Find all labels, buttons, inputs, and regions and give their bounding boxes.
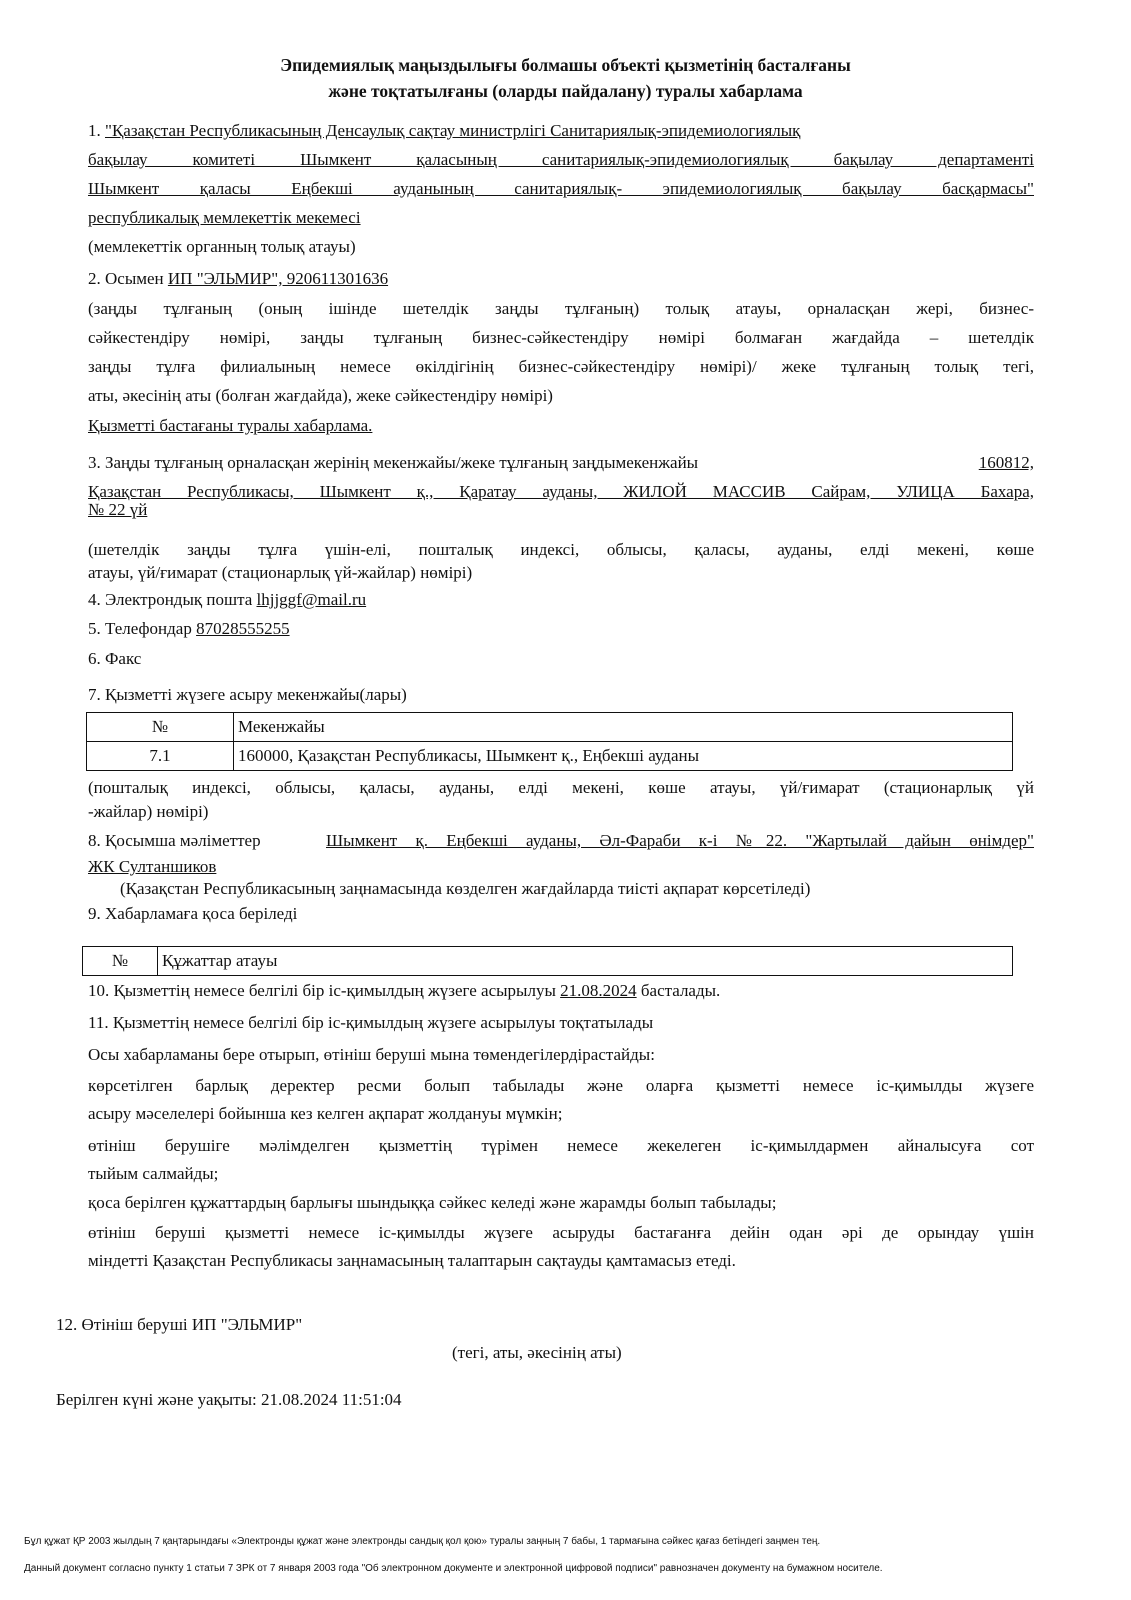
footer-legal-kz: Бұл құжат ҚР 2003 жылдың 7 қаңтарындағы «Электронды құжат және электронды сандық қол қою» туралы заңның 7 бабы, 1 тармағына сәйкес қағаз бетіндегі заңмен тең. [24,1536,821,1547]
phone-label: 5. Телефондар [88,619,192,638]
section-11-line: 11. Қызметтің немесе белгілі бір іс-қимылдың жүзеге асырылуы тоқтатылады [88,1013,654,1032]
applicant-caption-line-3: заңды тұлға филиалының немесе өкілдігінің бизнес-сәйкестендіру нөмірі)/ жеке тұлғаның толық тегі, [88,357,1034,376]
attachments-table [82,946,1013,976]
additional-info-caption: (Қазақстан Республикасының заңнамасында көзделген жағдайларда тиісті ақпарат көрсетіледі) [120,879,811,898]
table-header-row [87,713,1013,742]
issued-datetime: Берілген күні және уақыты: 21.08.2024 11:51:04 [56,1390,402,1409]
email-label: 4. Электрондық пошта [88,590,253,609]
confirm-point-1-line-2: асыру мәселелері бойынша кез келген ақпарат жолдануы мүмкін; [88,1104,563,1123]
section-2-label: 2. Осымен [88,269,164,288]
section-10-line [88,976,1034,1005]
title-line-2: және тоқтатылғаны (оларды пайдалану) туралы хабарлама [328,81,803,101]
legal-address-line-3: № 22 үй [88,500,148,519]
section-3-label: 3. Заңды тұлғаның орналасқан жерінің мекенжайы/жеке тұлғаның заңдымекенжайы [88,453,699,472]
row-address: 160000, Қазақстан Республикасы, Шымкент қ., Еңбекші ауданы [234,742,1013,771]
applicant-caption-line-4: аты, әкесінің аты (болған жағдайда), жеке сәйкестендіру нөмірі) [88,386,553,405]
start-date: 21.08.2024 [560,981,637,1000]
address-caption-line-1: (шетелдік заңды тұлға үшін-елі, пошталық индексі, облысы, қаласы, ауданы, елді мекені, көше [88,540,1034,559]
section-2-line [88,264,1034,293]
start-suffix: басталады. [640,981,721,1000]
authority-name-line-4: республикалық мемлекеттік мекемесі [88,208,361,227]
notice-type: Қызметті бастағаны туралы хабарлама. [88,416,373,435]
legal-address-part-1: 160812, [978,453,1034,472]
start-label: 10. Қызметтің немесе белгілі бір іс-қимылдың жүзеге асырылуы [88,981,556,1000]
document-title [90,52,1041,104]
additional-info-line-2: ЖК Султаншиков [88,857,217,876]
notice-type-wrap [88,411,1034,440]
applicant-caption-line-1: (заңды тұлғаның (оның ішінде шетелдік заңды тұлғаның) толық атауы, орналасқан жері, бизнес- [88,299,1034,318]
fax-label: 6. Факс [88,649,142,668]
address-caption-line-2: атауы, үй/ғимарат (стационарлық үй-жайлар) нөмірі) [88,563,473,582]
confirm-point-3: қоса берілген құжаттардың барлығы шындыққа сәйкес келеді және жарамды болып табылады; [88,1193,777,1212]
additional-info-label: 8. Қосымша мәліметтер [88,831,261,850]
applicant-signature-caption: (тегі, аты, әкесінің аты) [452,1343,622,1362]
column-header-number: № [83,947,158,976]
section-7-label: 7. Қызметті жүзеге асыру мекенжайы(лары) [88,685,407,704]
authority-caption: (мемлекеттік органның толық атауы) [88,237,356,256]
section-5-line [88,614,1034,643]
confirm-point-1-line-1: көрсетілген барлық деректер ресми болып табылады және оларға қызметті немесе іс-қимылды жүзеге [88,1076,1034,1095]
confirm-point-2-line-1: өтініш берушіге мәлімделген қызметтің түрімен немесе жекелеген іс-қимылдармен айналысуға сот [88,1136,1034,1155]
phone-value: 87028555255 [196,619,290,638]
applicant-signature-label: 12. Өтініш беруші ИП "ЭЛЬМИР" [56,1315,303,1334]
column-header-number: № [87,713,234,742]
section-4-line [88,585,1034,614]
activity-address-caption-line-2: -жайлар) нөмірі) [88,802,209,821]
row-number: 7.1 [87,742,234,771]
column-header-document-name: Құжаттар атауы [158,947,1013,976]
confirm-point-4-line-1: өтініш беруші қызметті немесе іс-қимылды жүзеге асыруды бастағанға дейін одан әрі де орындау үшін [88,1223,1034,1242]
footer-legal-ru: Данный документ согласно пункту 1 статьи 7 ЗРК от 7 января 2003 года "Об электронном документе и электронной цифровой подписи" равнозначен документу на бумажном носителе. [24,1563,883,1574]
authority-name-line-1: "Қазақстан Республикасының Денсаулық сақтау министрлігі Санитариялық-эпидемиологиялық [105,121,801,140]
email-value: lhjjggf@mail.ru [256,590,367,609]
table-header-row [83,947,1013,976]
legal-address-line-3-wrap [88,495,1034,524]
table-row [87,742,1013,771]
authority-name-line-2: бақылау комитеті Шымкент қаласының санитариялық-эпидемиологиялық бақылау департаменті [88,150,1034,169]
authority-name-line-3: Шымкент қаласы Еңбекші ауданының санитариялық- эпидемиологиялық бақылау басқармасы" [88,179,1034,198]
section-3-line-1 [88,448,1034,477]
confirm-intro: Осы хабарламаны бере отырып, өтініш беруші мына төмендегілердірастайды: [88,1045,655,1064]
activity-address-table [86,712,1013,771]
confirm-point-4-line-2: міндетті Қазақстан Республикасы заңнамасының талаптарын сақтауды қамтамасыз етеді. [88,1251,736,1270]
legal-address-line-2: Қазақстан Республикасы, Шымкент қ., Қаратау ауданы, ЖИЛОЙ МАССИВ Сайрам, УЛИЦА Бахара, [88,482,1034,501]
additional-info-line-1: Шымкент қ. Еңбекші ауданы, Әл-Фараби к-і №22. "Жартылай дайын өнімдер" [326,831,1034,850]
column-header-address: Мекенжайы [234,713,1013,742]
confirm-point-2-line-2: тыйым салмайды; [88,1164,219,1183]
title-line-1: Эпидемиялық маңыздылығы болмашы объекті қызметінің басталғаны [280,55,851,75]
authority-name-line-4-wrap [88,203,1034,232]
activity-address-caption-line-1: (пошталық индексі, облысы, қаласы, ауданы, елді мекені, көше атауы, үй/ғимарат (стационарлық үй [88,778,1034,797]
section-8-line-1 [88,826,1034,855]
section-1-number: 1. [88,121,101,140]
applicant-name: ИП "ЭЛЬМИР", 920611301636 [167,269,389,288]
applicant-caption-line-2: сәйкестендіру нөмірі, заңды тұлғаның бизнес-сәйкестендіру нөмірі болмаған жағдайда – шетелдік [88,328,1034,347]
section-9-label: 9. Хабарламаға қоса беріледі [88,904,298,923]
section-1-line-1 [88,116,1034,145]
